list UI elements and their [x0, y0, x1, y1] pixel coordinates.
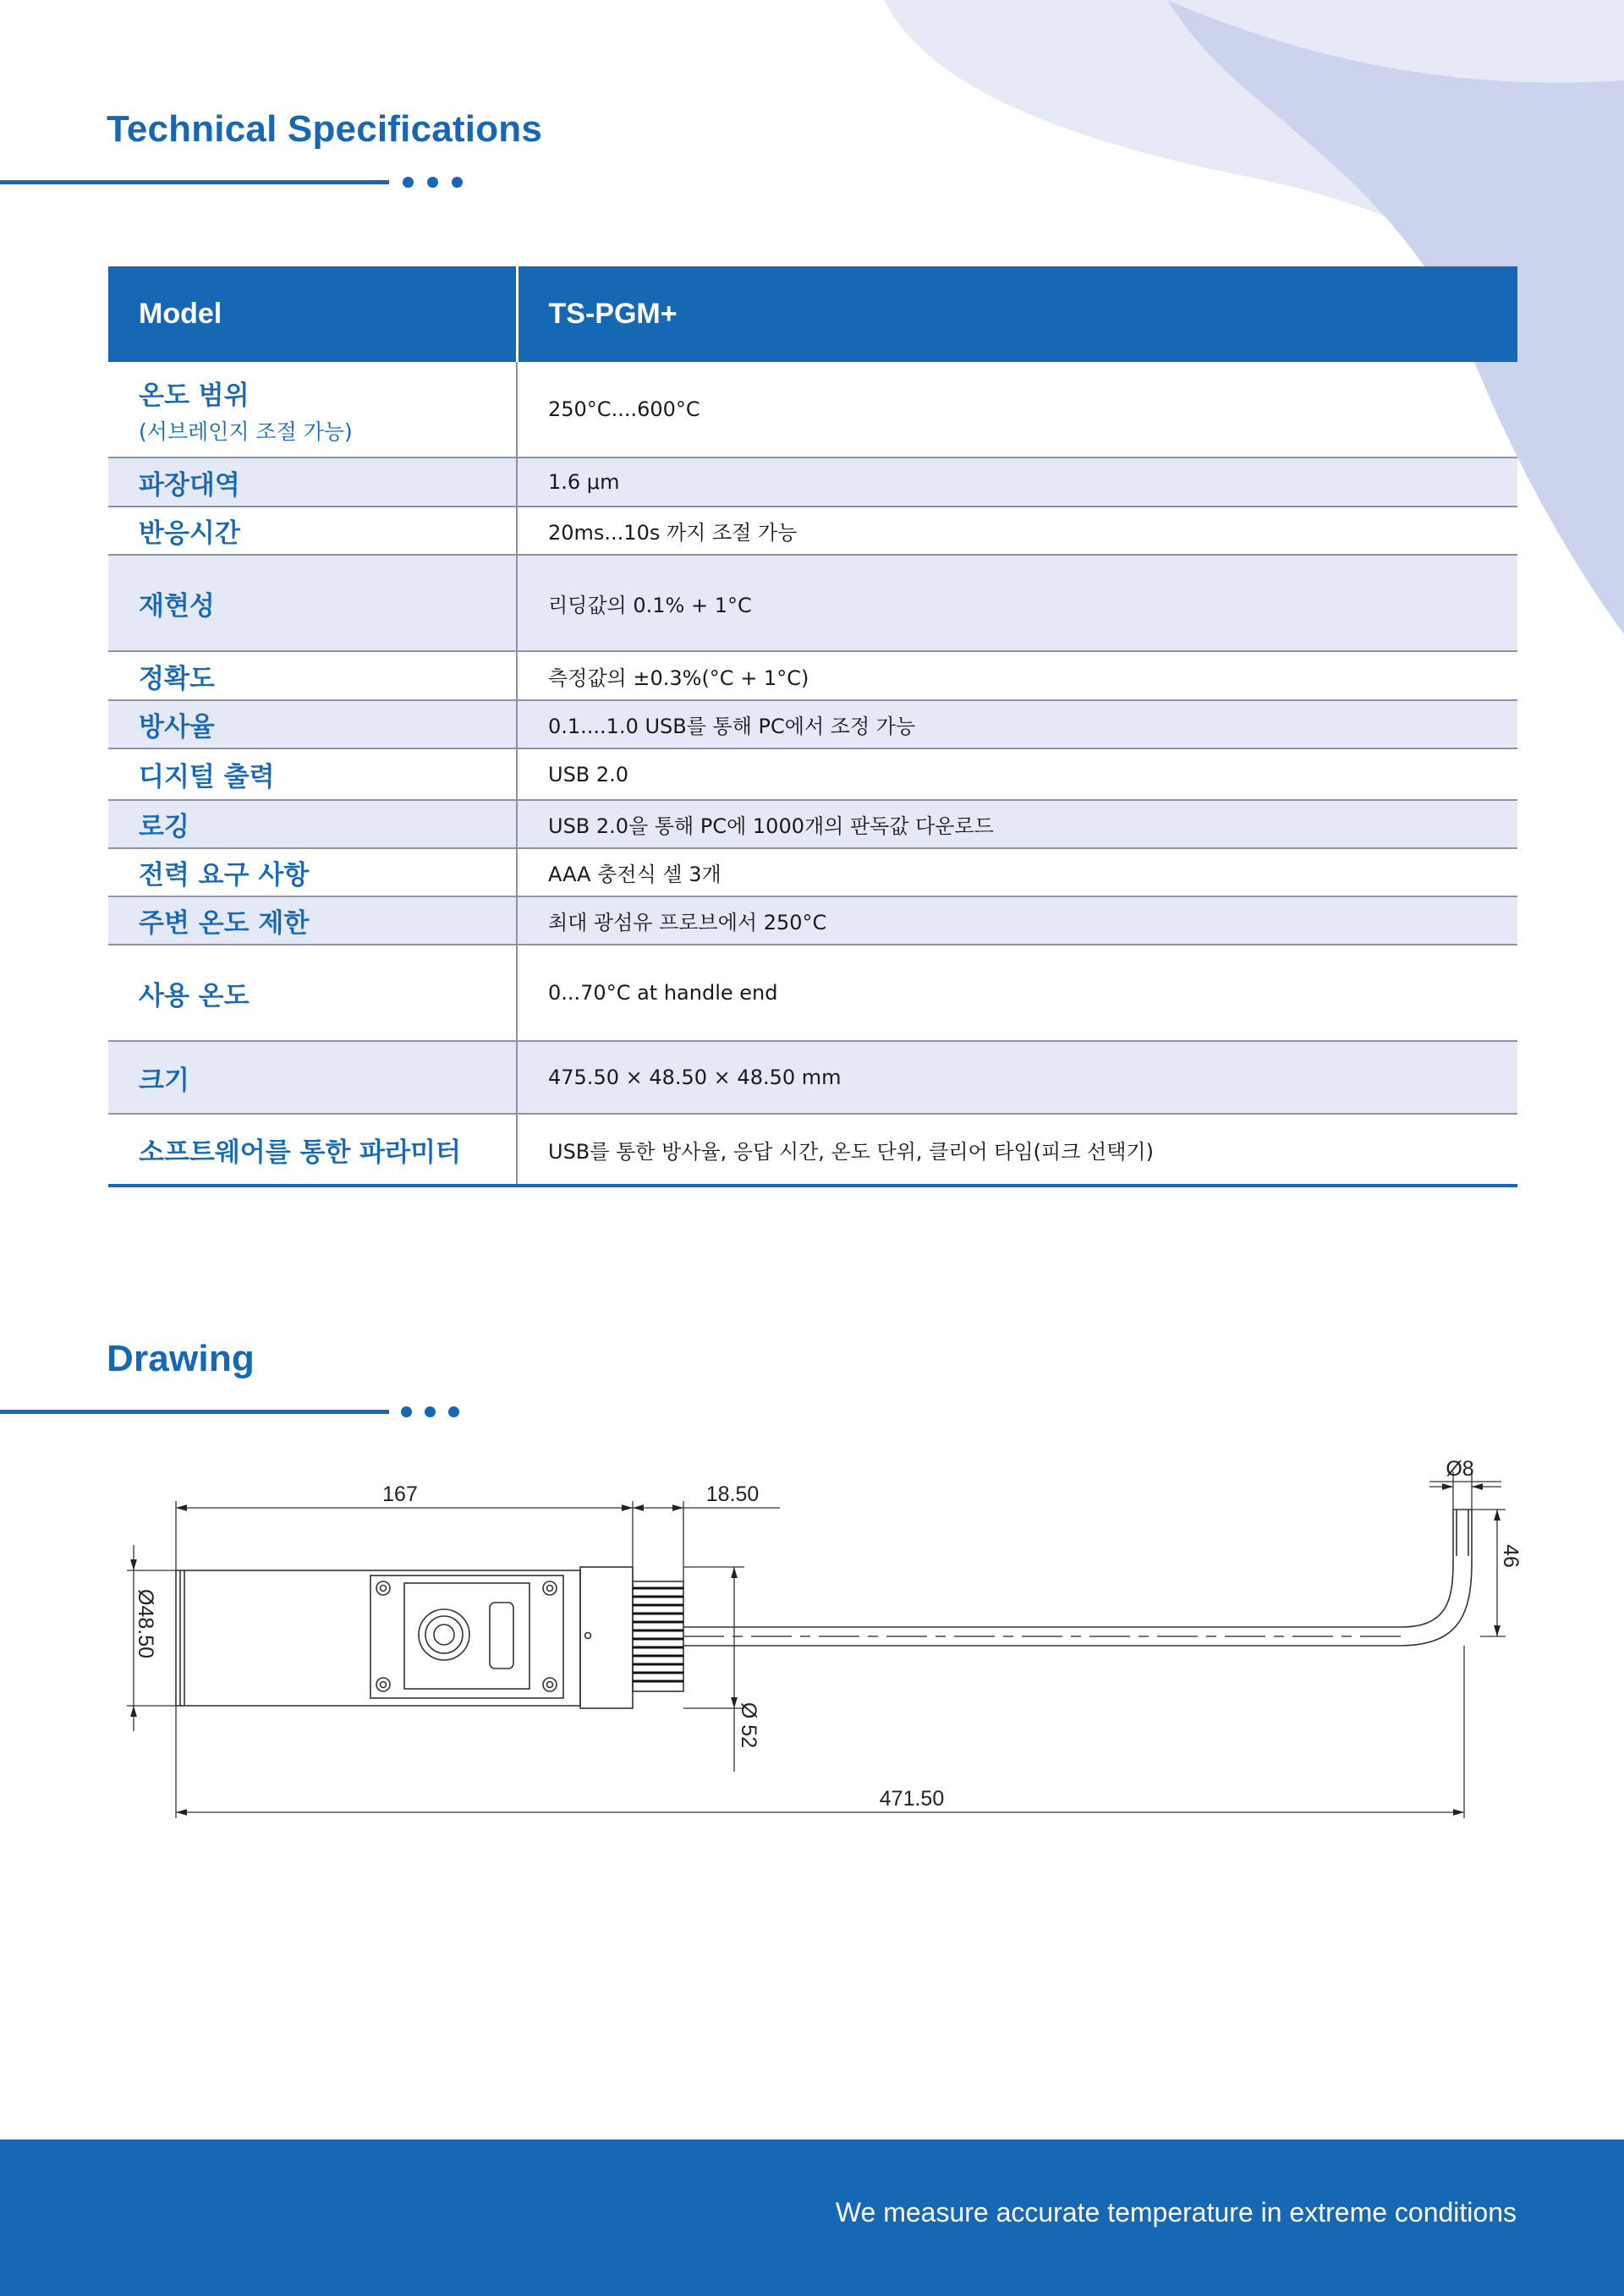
header-label: Model	[108, 266, 517, 362]
spec-label: 사용 온도	[108, 945, 517, 1041]
spec-label: 반응시간	[108, 507, 517, 555]
spec-label: 재현성	[108, 555, 517, 651]
footer-bar	[0, 2140, 1624, 2296]
handle-body	[176, 1570, 580, 1706]
display-panel-outer	[370, 1575, 563, 1698]
spec-value: 최대 광섬유 프로브에서 250°C	[517, 896, 1517, 945]
spec-label: 디지털 출력	[108, 748, 517, 800]
panel-screw	[376, 1581, 390, 1595]
dim-label-tip-diameter: Ø8	[1446, 1457, 1474, 1481]
panel-screw	[547, 1586, 553, 1592]
spec-label-text: 온도 범위	[139, 380, 250, 411]
spec-label: 방사율	[108, 700, 517, 748]
header-model: TS-PGM+	[517, 266, 1517, 362]
spec-value: 0...70°C at handle end	[517, 945, 1517, 1041]
spec-value: 리딩값의 0.1% + 1°C	[517, 555, 1517, 651]
panel-screw	[376, 1678, 390, 1691]
connector-pin	[585, 1633, 591, 1639]
spec-label: 크기	[108, 1041, 517, 1114]
spec-label: 로깅	[108, 800, 517, 848]
display-panel-inner	[404, 1583, 529, 1689]
dim-label-total-length: 471.50	[879, 1787, 945, 1811]
panel-screw	[381, 1586, 387, 1592]
dim-label-connector-diameter: Ø 52	[737, 1701, 760, 1749]
panel-screw	[381, 1682, 387, 1688]
spec-value: USB를 통한 방사율, 응답 시간, 온도 단위, 클리어 타임(피크 선택기)	[517, 1114, 1517, 1186]
dim-label-handle: 167	[382, 1482, 418, 1506]
spec-value: USB 2.0을 통해 PC에 1000개의 판독값 다운로드	[517, 800, 1517, 848]
spec-label: 파장대역	[108, 458, 517, 507]
dim-label-bend-height: 46	[1499, 1544, 1522, 1568]
probe-bend	[1400, 1561, 1453, 1627]
spec-label: 전력 요구 사항	[108, 848, 517, 896]
spec-value: AAA 충전식 셀 3개	[517, 848, 1517, 896]
specs-section-title: Technical Specifications	[107, 108, 543, 150]
dim-label-body-diameter: Ø48.50	[134, 1588, 157, 1659]
spec-value: 20ms...10s 까지 조절 가능	[517, 507, 1517, 555]
panel-slot	[490, 1603, 513, 1669]
panel-button	[425, 1616, 463, 1653]
connector-housing	[580, 1567, 633, 1708]
spec-label: 정확도	[108, 651, 517, 700]
spec-value: 0.1....1.0 USB를 통해 PC에서 조정 가능	[517, 700, 1517, 748]
spec-value: 250°C....600°C	[548, 397, 700, 421]
spec-label: 주변 온도 제한	[108, 896, 517, 945]
probe-bend	[1400, 1561, 1472, 1646]
panel-screw	[543, 1581, 557, 1595]
spec-label: 소프트웨어를 통한 파라미터	[108, 1114, 517, 1186]
drawing-section-title: Drawing	[107, 1338, 255, 1379]
panel-button	[434, 1625, 454, 1645]
panel-button	[419, 1609, 469, 1660]
spec-sublabel-text: (서브레인지 조절 가능)	[139, 419, 353, 444]
spec-value: 1.6 μm	[517, 458, 1517, 507]
footer-tagline: We measure accurate temperature in extreme conditions	[835, 2197, 1517, 2228]
spec-value: 측정값의 ±0.3%(°C + 1°C)	[517, 651, 1517, 700]
spec-value: 475.50 × 48.50 × 48.50 mm	[517, 1041, 1517, 1114]
panel-screw	[547, 1682, 553, 1688]
panel-screw	[543, 1678, 557, 1691]
spec-value: USB 2.0	[517, 748, 1517, 800]
dim-label-connector: 18.50	[705, 1482, 760, 1506]
